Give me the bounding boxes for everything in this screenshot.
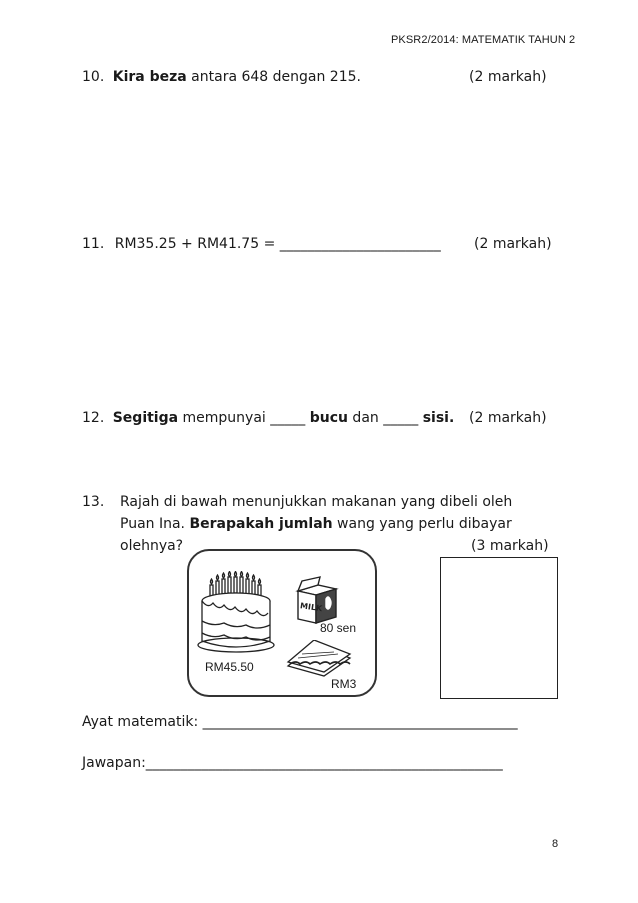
- ayat-matematik-line[interactable]: Ayat matematik: _____________________________________________: [82, 714, 518, 730]
- milk-carton-icon: [290, 575, 342, 625]
- q12-marks: (2 markah): [469, 410, 547, 426]
- question-12: [82, 410, 454, 426]
- q12-bold-segitiga: Segitiga: [112, 410, 179, 426]
- q11-number: 11.: [82, 236, 105, 252]
- page-header: PKSR2/2014: MATEMATIK TAHUN 2: [391, 34, 576, 46]
- q13-line3: olehnya?: [120, 538, 184, 554]
- milk-label: MILK: [299, 601, 323, 614]
- q12-number: 12.: [82, 410, 105, 426]
- question-11: [82, 236, 441, 252]
- q10-number: 10.: [82, 69, 105, 85]
- q10-text: antara 648 dengan 215.: [186, 69, 361, 85]
- q11-marks: (2 markah): [474, 236, 552, 252]
- q13-number: 13.: [82, 494, 105, 510]
- q12-text2: dan _____: [347, 410, 423, 426]
- q13-line1: Rajah di bawah menunjukkan makanan yang dibeli oleh: [120, 494, 513, 510]
- q12-text1: mempunyai _____: [178, 410, 310, 426]
- q12-bold-sisi: sisi.: [422, 410, 455, 426]
- q10-bold: Kira beza: [112, 69, 187, 85]
- sandwich-icon: [284, 640, 354, 678]
- cake-price: RM45.50: [205, 660, 254, 674]
- sandwich-price: RM3: [331, 677, 357, 691]
- q13-marks: (3 markah): [471, 538, 549, 554]
- question-10: [82, 69, 361, 85]
- q13-line2: [120, 516, 512, 532]
- birthday-cake-icon: [196, 571, 276, 655]
- q13-line2-bold: Berapakah jumlah: [189, 516, 333, 532]
- page-number: 8: [552, 838, 559, 850]
- q10-marks: (2 markah): [469, 69, 547, 85]
- milk-price: 80 sen: [320, 621, 357, 635]
- q13-line2-rest: wang yang perlu dibayar: [332, 516, 512, 532]
- jawapan-line[interactable]: Jawapan:___________________________________________________: [82, 755, 503, 771]
- q13-line2-text: Puan Ina.: [120, 516, 190, 532]
- q12-bold-bucu: bucu: [309, 410, 348, 426]
- q11-text: RM35.25 + RM41.75 = _______________________: [114, 236, 441, 252]
- answer-box[interactable]: [440, 557, 558, 699]
